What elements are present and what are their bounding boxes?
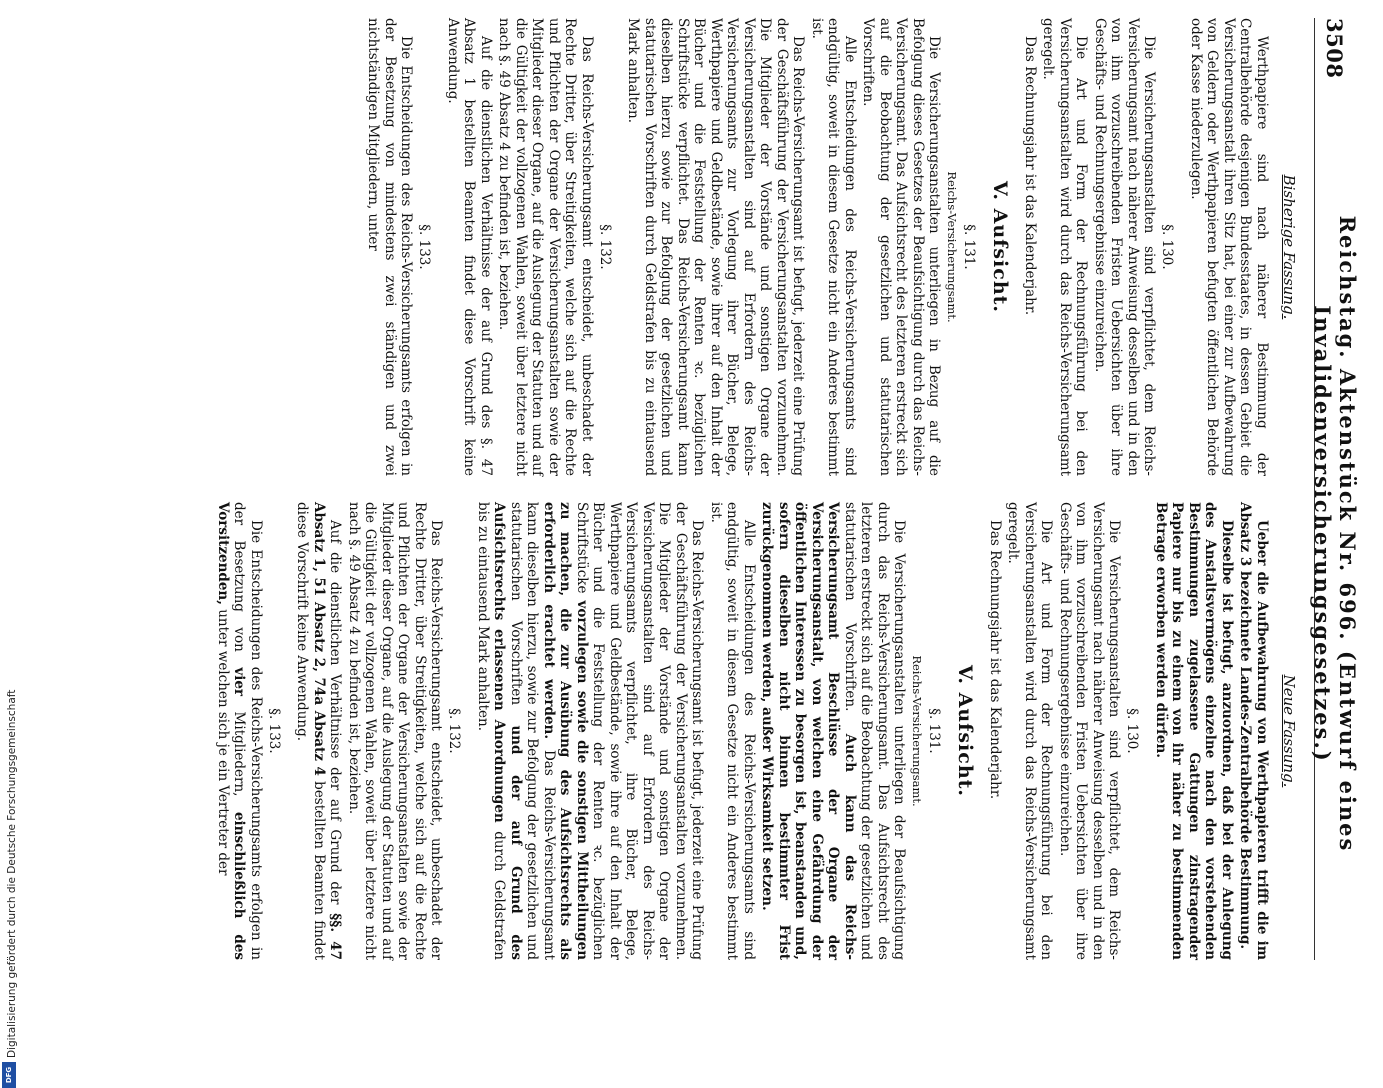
text-run-bold: vorzulegen sowie die sonstigen Mittheilungen zu machen, die zur Ausübung des Aufsichtsrechts als erforderlich erachtet werden. [541,502,590,961]
section-number: §. 133. [266,708,282,754]
text-run: Mitgliedern, [231,711,248,797]
paragraph: Die Versicherungsanstalten sind verpflichtet, dem Reichs-Versicherungsamt nach näherer Anweisung desselben und in den von ihm vorzuschreibenden Fristen Uebersichten über ihre Geschäfts- und Rechnungsergebnisse einzureichen. [1057,502,1123,960]
paragraph: Das Reichs-Versicherungsamt entscheidet, unbeschadet der Rechte Dritter, über Streitigkeiten, welche sich auf die Rechte und Pflichten der Organe der Versicherungsanstalten sowie der Mitglieder dieser Organe, auf die Auslegung der Statuten und auf die Gültigkeit der vollzogenen Wahlen, soweit über letztere nicht nach §. 49 Absatz 4 zu befinden ist, beziehen. [346,502,445,960]
text-run: durch Geldstrafen bis zu eintausend Mark anhalten. [475,502,508,960]
page-title: Reichstag. Aktenstück Nr. 696. (Entwurf eines Invalidenversicherungsgesetzes.) [1310,215,1360,853]
text-run: Das Reichs-Versicherungsamt ist befugt, jederzeit eine Prüfung der Geschäftsführung der Versicherungsanstalten vorzunehmen. Die Mitglieder der Vorstände und sonstigen Organe der Versicherungsanstalten sind auf Erfordern des Reichs-Versicherungsamts verpflichtet, ihre Bücher, Belege, Werthpapiere und Geldbestände, sowie ihre auf den Inhalt der Bücher und die Feststellung der Renten ꝛc. bezüglichen Schriftstücke [574,502,706,960]
section-number: §. 132. [597,224,613,270]
paragraph: Die Art und Form der Rechnungsführung bei den Versicherungsanstalten wird durch das Reichs-Versicherungsamt geregelt. [1005,502,1055,960]
paragraph: Die Art und Form der Rechnungsführung bei den Versicherungsanstalten wird durch das Reichs-Versicherungsamt geregelt. [1040,18,1090,476]
section-number: §. 131. [926,708,943,754]
text-run-bold: §§. 47 Absatz 1, 51 Absatz 2, 74a Absatz 4 [311,502,344,960]
paragraph: Die Versicherungsanstalten unterliegen in Bezug auf die Befolgung dieses Gesetzes der Beaufsichtigung durch das Reichs-Versicherungsamt. Das Aufsichtsrecht des letzteren erstreckt sich auf die Beobachtung der gesetzlichen und statutarischen Vorschriften. [860,18,943,476]
text-run: Die Versicherungsanstalten unterliegen der Beaufsichtigung durch das Reichs-Versicherungsamt. Das Aufsichtsrecht des letzteren erstreckt sich auf die Beobachtung der gesetzlichen und statutarischen Vorschriften. [842,502,908,960]
column-old-version [213,18,1305,476]
text-run: bestellten Beamten findet diese Vorschrift keine Anwendung. [294,502,327,960]
section-number: §. 130. [1159,224,1176,270]
paragraph: Das Reichs-Versicherungsamt entscheidet, unbeschadet der Rechte Dritter, über Streitigkeiten, welche sich auf die Rechte und Pflichten der Organe der Versicherungsanstalten sowie der Mitglieder dieser Organe, auf die Auslegung der Statuten und auf die Gültigkeit der vollzogenen Wahlen, soweit über letztere nicht nach §. 49 Absatz 4 zu befinden ist, beziehen. [496,18,595,476]
paragraph-bold: Ueber die Aufbewahrung von Werthpapieren trifft die im Absatz 3 bezeichnete Landes-Zentralbehörde Bestimmung. [1237,502,1270,960]
text-run-bold: Auch kann das Reichs-Versicherungsamt Beschlüsse der Organe der Versicherungsanstalt, von welchen eine Gefährdung der öffentlichen Interessen zu besorgen ist, beanstanden und, sofern dieselben nicht binnen bestimmter Frist zurückgenommen werden, außer Wirksamkeit setzen. [759,502,858,961]
section-number: §. 130. [1124,708,1141,754]
digitization-credit: Digitalisierung gefördert durch die Deutsche Forschungsgemeinschaft [6,689,18,1058]
column-heading-old: Bisherige Fassung. [1280,174,1298,320]
paragraph: Alle Entscheidungen des Reichs-Versicherungsamts sind endgültig, soweit in diesem Gesetze nicht ein Anderes bestimmt ist. [809,18,858,476]
section-subtitle: Reichs-Versicherungsamt. [910,655,925,807]
section-number: §. 133. [416,224,433,270]
paragraph: Die Entscheidungen des Reichs-Versicherungsamts erfolgen in der Besetzung von mindestens zwei ständigen und zwei nichtständigen Mitgliedern, unter [365,18,415,476]
column-new-version [213,502,1305,960]
text-run: Auf die dienstlichen Verhältnisse der auf Grund der [327,520,344,905]
paragraph [294,502,344,960]
paragraph: Das Rechnungsjahr ist das Kalenderjahr. [987,520,1003,800]
dfg-logo-icon [2,1062,16,1088]
page-number: 3508 [1322,18,1348,79]
section-subtitle: Reichs-Versicherungsamt. [945,171,960,323]
text-run-bold: vier [231,667,248,697]
chapter-heading: V. Aufsicht. [989,180,1012,314]
text-run: Die Entscheidungen des Reichs-Versicherungsamts erfolgen in der Besetzung von [231,502,264,960]
text-run: Das Reichs-Versicherungsamt kann dieselben hierzu, sowie zur Befolgung der gesetzlichen und statutarischen Vorschriften [508,502,557,960]
paragraph [215,502,265,960]
paragraph-bold: Dieselbe ist befugt, anzuordnen, daß bei der Anlegung des Anstaltsvermögens einzelne nach den vorstehenden Bestimmungen zugelassene Gattungen zinstragender Papiere nur bis zu einem von ihr näher zu bestimmenden Betrage erworben werden dürfen. [1153,502,1235,960]
text-run: unter welchen sich je ein Vertreter der [215,609,231,876]
column-heading-new: Neue Fassung. [1280,674,1298,788]
chapter-heading: V. Aufsicht. [954,664,977,798]
text-run-bold: und der auf Grund des Aufsichtsrechts erlassenen Anordnungen [491,502,524,960]
paragraph [759,502,908,960]
section-number: §. 131. [961,224,978,270]
page-header [1310,18,1360,960]
paragraph: Auf die dienstlichen Verhältnisse der auf Grund des §. 47 Absatz 1 bestellten Beamten findet diese Vorschrift keine Anwendung. [445,18,494,476]
paragraph: Alle Entscheidungen des Reichs-Versicherungsamts sind endgültig, soweit in diesem Gesetze nicht ein Anderes bestimmt ist. [708,502,757,960]
paragraph: Werthpapiere sind nach näherer Bestimmung der Centralbehörde desjenigen Bundesstaates, in dessen Gebiet die Versicherungsanstalt ihren Sitz hat, bei einer zur Aufbewahrung von Geldern oder Werthpapieren befugten öffentlichen Behörde oder Kasse niederzulegen. [1188,18,1270,476]
columns [213,18,1305,960]
paragraph: Die Versicherungsanstalten sind verpflichtet, dem Reichs-Versicherungsamt nach näherer Anweisung desselben und in den von ihm vorzuschreibenden Fristen Uebersichten über ihre Geschäfts- und Rechnungsergebnisse einzureichen. [1092,18,1158,476]
section-number: §. 132. [446,708,463,754]
dfg-logo-text: DFG [5,1066,13,1084]
text-run-bold: einschließlich des Vorsitzenden, [215,502,248,961]
paragraph: Das Reichs-Versicherungsamt ist befugt, jederzeit eine Prüfung der Geschäftsführung der Versicherungsanstalten vorzunehmen. Die Mitglieder der Vorstände und sonstigen Organe der Versicherungsanstalten sind auf Erfordern des Reichs-Versicherungsamts zur Vorlegung ihrer Bücher, Belege, Werthpapiere und Geldbestände, sowie ihrer auf den Inhalt der Bücher und die Feststellung der Renten ꝛc. bezüglichen Schriftstücke verpflichtet. Das Reichs-Versicherungsamt kann dieselben hierzu sowie zur Befolgung der gesetzlichen und statutarischen Vorschriften durch Geldstrafen bis zu eintausend Mark anhalten. [625,18,807,476]
paragraph: Das Rechnungsjahr ist das Kalenderjahr. [1022,36,1038,316]
paragraph [475,502,706,960]
